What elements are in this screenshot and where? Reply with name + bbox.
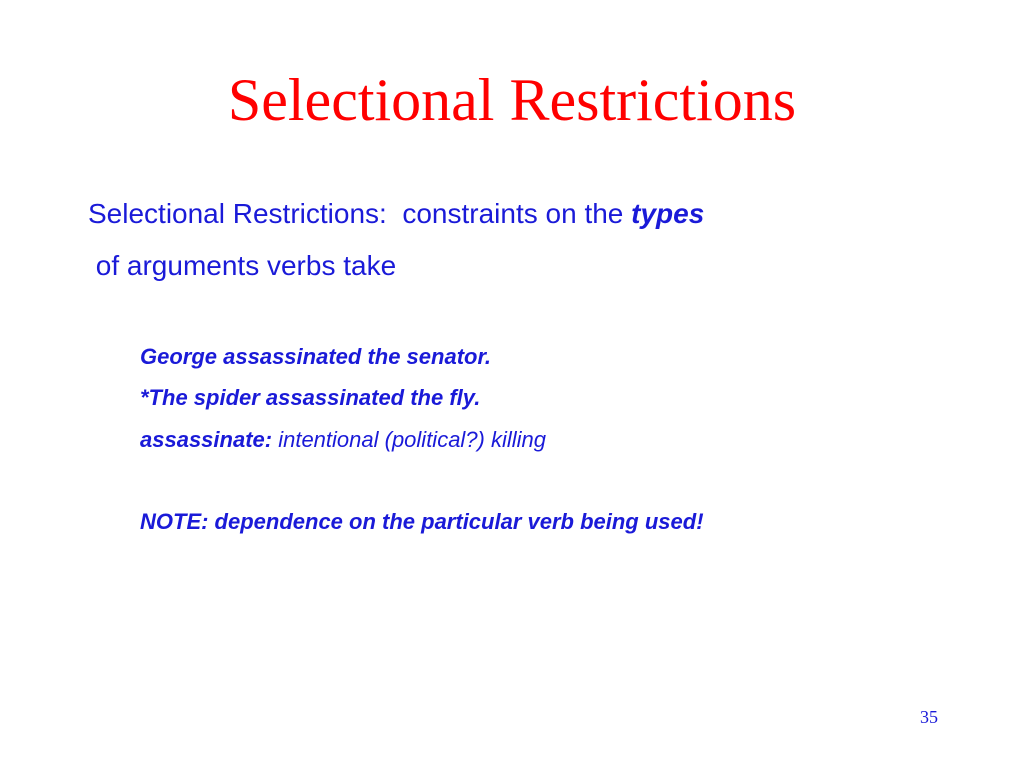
example-sentence-1: George assassinated the senator. [140,344,491,369]
note-line: NOTE: dependence on the particular verb being used! [140,509,704,534]
intro-line-1-text: Selectional Restrictions: constraints on the [88,198,632,229]
definition-text: intentional (political?) killing [272,427,547,452]
intro-emphasis-types: types [631,198,705,229]
intro-line-2: of arguments verbs take [88,250,397,281]
slide-title: Selectional Restrictions [227,67,797,133]
intro-line-1 [88,197,704,231]
page-number: 35 [920,707,938,727]
example-sentence-2: *The spider assassinated the fly. [140,385,481,410]
definition-line [140,426,546,454]
definition-term: assassinate: [140,427,273,452]
